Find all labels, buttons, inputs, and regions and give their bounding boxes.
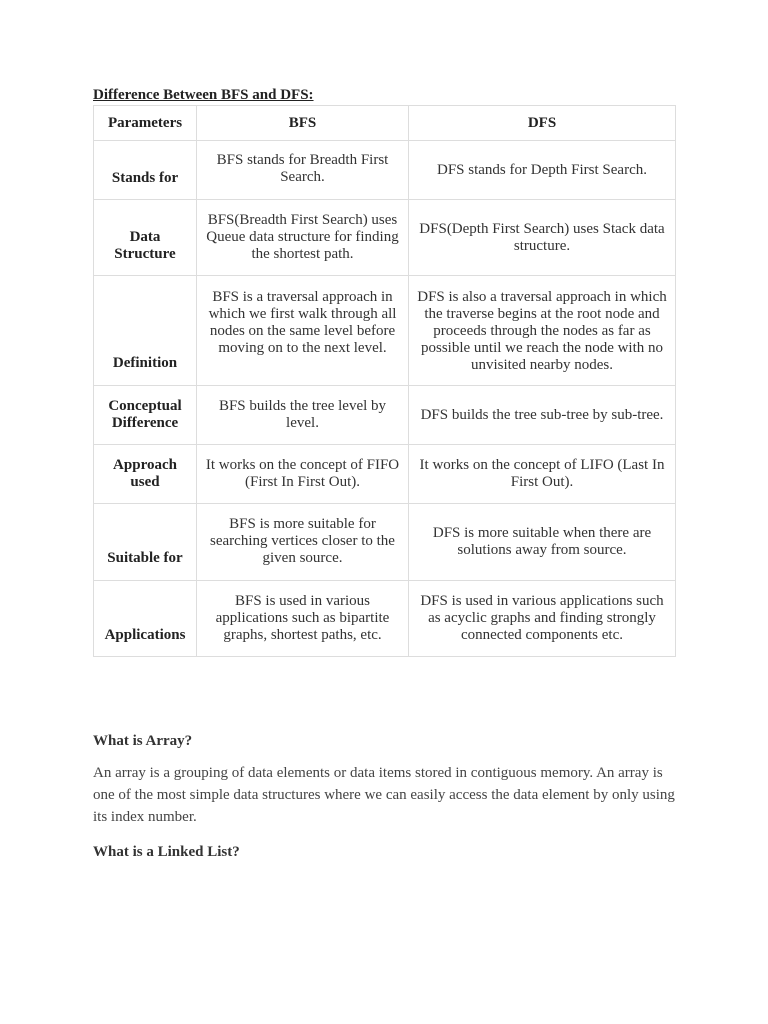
header-dfs: DFS [409, 106, 676, 141]
table-row [94, 141, 676, 200]
table-row [94, 445, 676, 504]
array-paragraph: An array is a grouping of data elements or data items stored in contiguous memory. An array is one of the most simple data structures where we can easily access the data element by only using its index number. [93, 765, 675, 825]
row-dfs: DFS builds the tree sub-tree by sub-tree. [409, 386, 676, 445]
array-heading: What is Array? [93, 733, 193, 749]
table-row [94, 386, 676, 445]
row-bfs: BFS is used in various applications such as bipartite graphs, shortest paths, etc. [197, 581, 409, 657]
linked-list-heading: What is a Linked List? [93, 844, 240, 860]
header-parameters: Parameters [94, 106, 197, 141]
header-bfs: BFS [197, 106, 409, 141]
row-param: Stands for [94, 141, 197, 200]
row-bfs: BFS builds the tree level by level. [197, 386, 409, 445]
row-dfs: It works on the concept of LIFO (Last In First Out). [409, 445, 676, 504]
row-dfs: DFS is more suitable when there are solutions away from source. [409, 504, 676, 581]
row-bfs: It works on the concept of FIFO (First In First Out). [197, 445, 409, 504]
row-bfs: BFS is more suitable for searching vertices closer to the given source. [197, 504, 409, 581]
row-param: Definition [94, 276, 197, 386]
row-dfs: DFS stands for Depth First Search. [409, 141, 676, 200]
row-bfs: BFS(Breadth First Search) uses Queue data structure for finding the shortest path. [197, 200, 409, 276]
table-row [94, 504, 676, 581]
table-header-row [94, 106, 676, 141]
table-row [94, 581, 676, 657]
row-param: Suitable for [94, 504, 197, 581]
table-title: Difference Between BFS and DFS: [93, 87, 314, 103]
row-param: Data Structure [94, 200, 197, 276]
table-row [94, 276, 676, 386]
comparison-table [93, 105, 676, 657]
row-dfs: DFS is used in various applications such as acyclic graphs and finding strongly connected components etc. [409, 581, 676, 657]
row-dfs: DFS(Depth First Search) uses Stack data structure. [409, 200, 676, 276]
row-bfs: BFS stands for Breadth First Search. [197, 141, 409, 200]
row-dfs: DFS is also a traversal approach in which the traverse begins at the root node and proceeds through the nodes as far as possible until we reach the node with no unvisited nearby nodes. [409, 276, 676, 386]
row-bfs: BFS is a traversal approach in which we first walk through all nodes on the same level before moving on to the next level. [197, 276, 409, 386]
row-param: Approach used [94, 445, 197, 504]
row-param: Applications [94, 581, 197, 657]
row-param: Conceptual Difference [94, 386, 197, 445]
table-row [94, 200, 676, 276]
